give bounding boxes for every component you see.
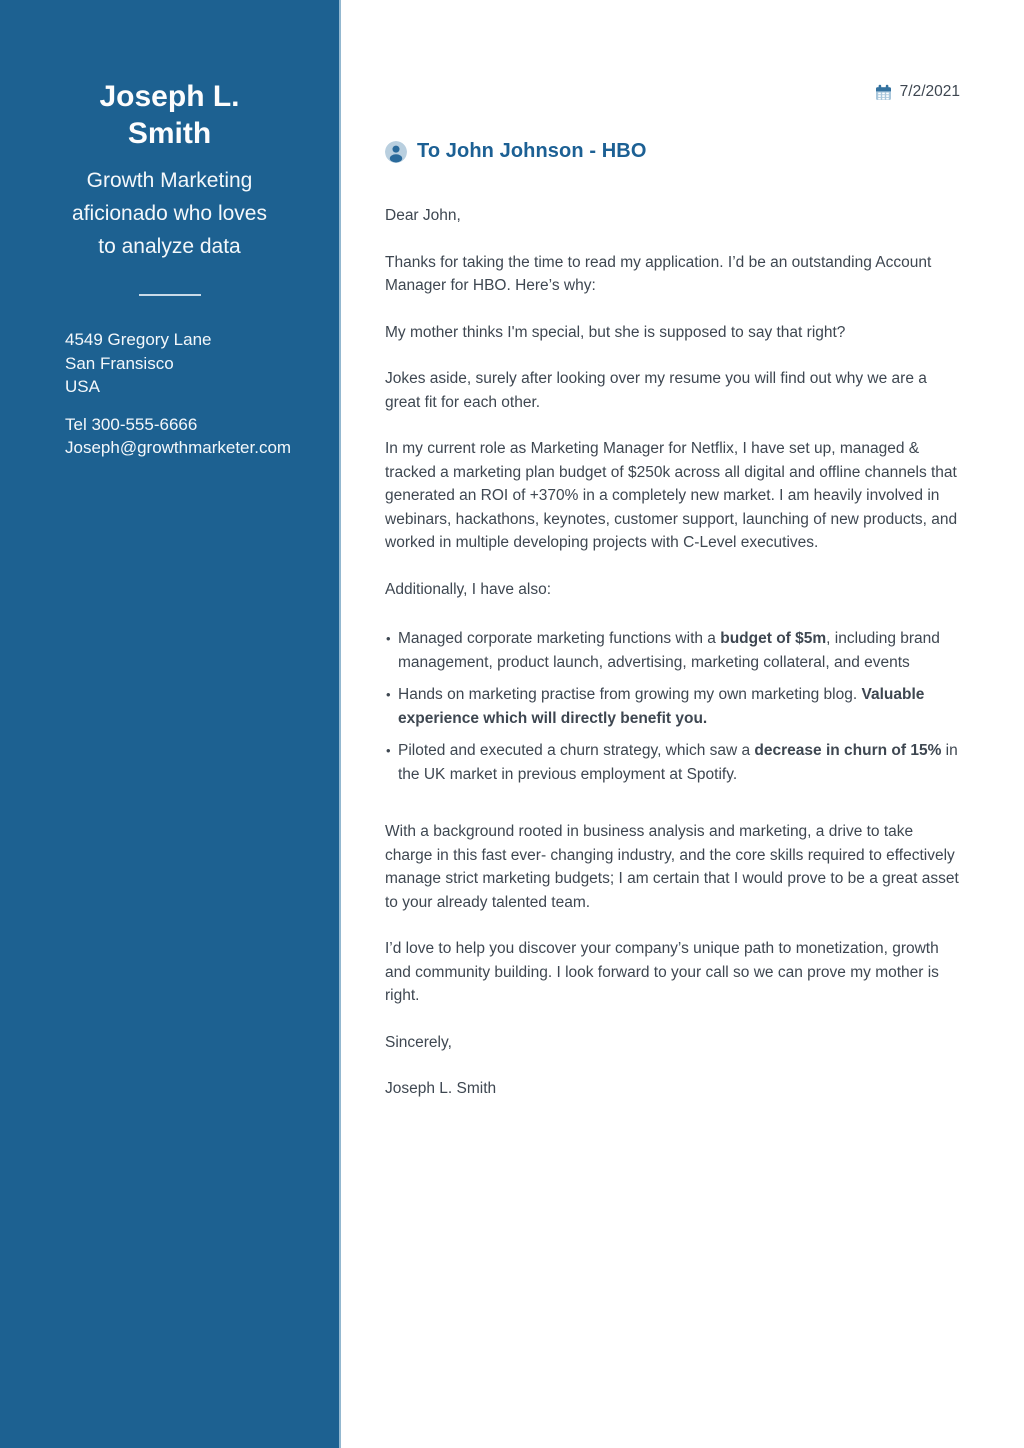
date-text: 7/2/2021 xyxy=(899,83,960,101)
bullet-item xyxy=(385,683,960,730)
person-icon xyxy=(385,141,407,163)
letter-paragraph xyxy=(385,437,960,555)
profile-tagline xyxy=(0,164,339,263)
text-run: , including brand management, product launch, advertising, marketing collateral, and events xyxy=(398,630,940,671)
recipient-row xyxy=(385,140,960,163)
signature: Joseph L. Smith xyxy=(385,1080,497,1097)
text-run: Jokes aside, surely after looking over my resume you will find out why we are a great fit for each other. xyxy=(385,370,927,411)
sidebar xyxy=(0,0,341,1448)
contact-block xyxy=(65,328,309,460)
profile-tagline-line: aficionado who loves xyxy=(72,202,267,225)
profile-name xyxy=(0,78,339,152)
address-line: USA xyxy=(65,377,100,396)
salutation: Dear John, xyxy=(385,207,461,224)
address-block xyxy=(65,328,309,399)
letter-body xyxy=(385,204,960,1101)
signoff: Sincerely, xyxy=(385,1033,452,1051)
text-run: Thanks for taking the time to read my application. I’d be an outstanding Account Manager for HBO. Here’s why: xyxy=(385,253,932,294)
text-run: I’d love to help you discover your company’s unique path to monetization, growth and community building. I look forward to your call so we can prove my mother is right. xyxy=(385,940,939,1004)
text-run: With a background rooted in business analysis and marketing, a drive to take charge in this fast ever- changing industry, and the core skills required to effectively manage strict marketing budgets; I am certain that I would prove to be a great asset to your already talented team. xyxy=(385,823,959,911)
letter-paragraph xyxy=(385,820,960,914)
bold-text-run: Valuable experience which will directly benefit you. xyxy=(398,686,925,727)
bold-text-run: budget of $5m xyxy=(720,630,827,647)
text-run: Managed corporate marketing functions with a xyxy=(398,630,721,647)
text-run: My mother thinks I'm special, but she is supposed to say that right? xyxy=(385,323,846,341)
email-text: Joseph@growthmarketer.com xyxy=(65,438,292,457)
bullet-item xyxy=(385,627,960,674)
profile-name-line: Joseph L. xyxy=(99,80,240,113)
letter-main xyxy=(341,0,1024,1448)
letter-paragraph xyxy=(385,578,960,602)
bullet-item xyxy=(385,739,960,786)
letter-bullet-list xyxy=(385,627,960,786)
letter-paragraph xyxy=(385,937,960,1008)
address-line: 4549 Gregory Lane xyxy=(65,330,212,349)
phone-text: Tel 300-555-6666 xyxy=(65,414,198,434)
text-run: Additionally, I have also: xyxy=(385,580,552,598)
letter-paragraph xyxy=(385,321,960,345)
bold-text-run: decrease in churn of 15% xyxy=(754,742,942,759)
profile-tagline-line: Growth Marketing xyxy=(86,169,253,192)
phone-email-block xyxy=(65,413,309,460)
text-run: in the UK market in previous employment at Spotify. xyxy=(398,742,958,783)
text-run: Piloted and executed a churn strategy, which saw a xyxy=(398,742,755,759)
letter-paragraph xyxy=(385,251,960,298)
profile-tagline-line: to analyze data xyxy=(98,235,241,258)
letter-paragraph xyxy=(385,367,960,414)
calendar-icon xyxy=(875,84,892,101)
profile-name-line: Smith xyxy=(127,117,212,150)
text-run: In my current role as Marketing Manager for Netflix, I have set up, managed & tracked a marketing plan budget of $250k across all digital and offline channels that generated an ROI of +370% in a completely new market. I am heavily involved in webinars, hackathons, keynotes, customer support, launching of new products, and worked in multiple developing projects with C-Level executives. xyxy=(385,440,958,551)
text-run: Hands on marketing practise from growing my own marketing blog. xyxy=(398,686,862,703)
recipient-heading: To John Johnson - HBO xyxy=(417,139,647,162)
date-row xyxy=(385,82,960,102)
address-line: San Fransisco xyxy=(65,353,174,373)
sidebar-divider xyxy=(139,294,201,296)
